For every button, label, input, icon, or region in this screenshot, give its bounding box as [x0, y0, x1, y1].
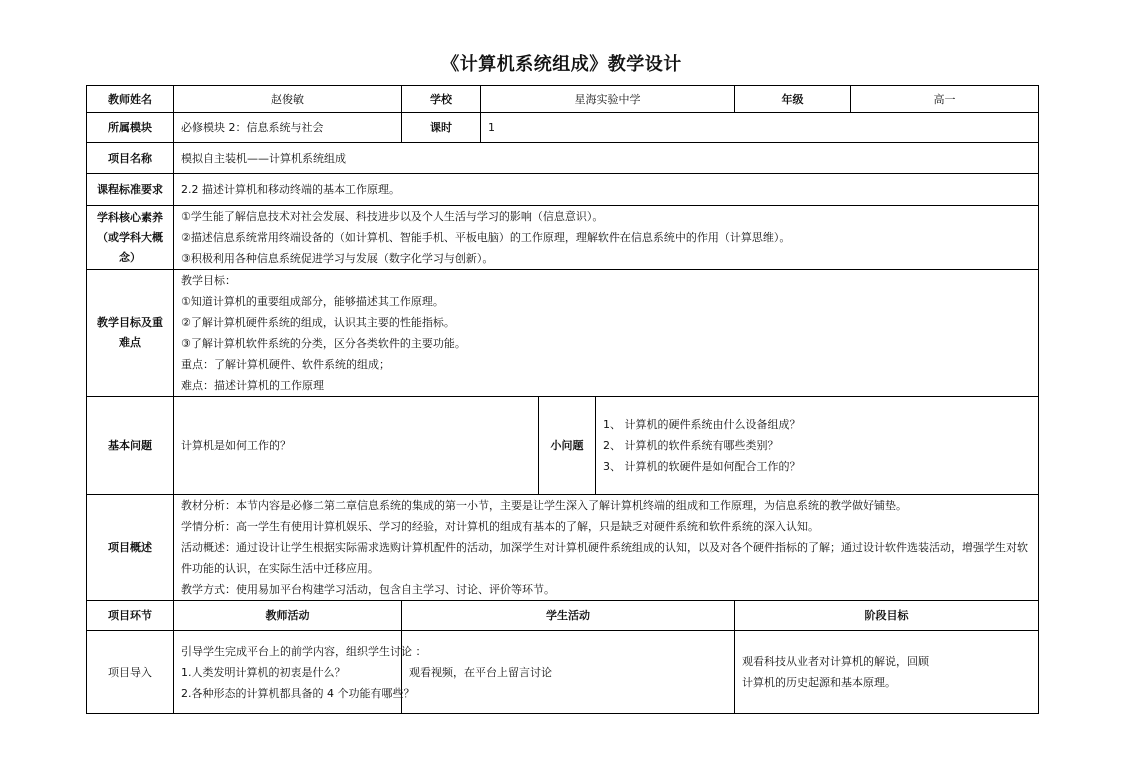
sub-question-item: 1、 计算机的硬件系统由什么设备组成？ — [603, 418, 801, 431]
teacher-activity: 引导学生完成平台上的前学内容，组织学生讨论 ： 1.人类发明计算机的初衷是什么？ 2.各种形态的计算机都具备的 4 个功能有哪些？ — [174, 631, 402, 714]
literacy-row — [87, 206, 1039, 270]
teacher-value: 赵俊敏 — [174, 86, 402, 113]
info-row-1 — [87, 86, 1039, 113]
literacy-label: 学科核心素养 （或学科大概 念） — [87, 206, 174, 270]
objectives-row — [87, 270, 1039, 397]
page-title: 《计算机系统组成》教学设计 — [441, 54, 682, 75]
grade-label: 年级 — [735, 86, 851, 113]
project-name-label: 项目名称 — [87, 143, 174, 174]
basic-question-value: 计算机是如何工作的？ — [174, 397, 539, 495]
student-activity-header: 学生活动 — [402, 601, 735, 631]
module-value: 必修模块 2：信息系统与社会 — [174, 113, 402, 143]
lesson-plan-table — [86, 85, 1039, 714]
sub-question-list — [596, 397, 1039, 495]
literacy-content: ①学生能了解信息技术对社会发展、科技进步以及个人生活与学习的影响（信息意识）。 ②描述信息系统常用终端设备的（如计算机、智能手机、平板电脑）的工作原理，理解软件在信息系统中的作用（计算思维）。 ③积极利用各种信息系统促进学习与发展（数字化学习与创新）。 — [174, 206, 1039, 270]
standard-value: 2.2 描述计算机和移动终端的基本工作原理。 — [174, 174, 1039, 206]
hours-value: 1 — [481, 113, 1039, 143]
project-name-value: 模拟自主装机——计算机系统组成 — [174, 143, 1039, 174]
info-row-2 — [87, 113, 1039, 143]
overview-row — [87, 495, 1039, 601]
stage-goal: 观看科技从业者对计算机的解说，回顾 计算机的历史起源和基本原理。 — [735, 631, 1039, 714]
basic-question-row — [87, 397, 1039, 495]
basic-question-label: 基本问题 — [87, 397, 174, 495]
school-value: 星海实验中学 — [481, 86, 735, 113]
stage-name: 项目导入 — [87, 631, 174, 714]
teacher-activity-header: 教师活动 — [174, 601, 402, 631]
objectives-label: 教学目标及重 难点 — [87, 270, 174, 397]
stage-goal-header: 阶段目标 — [735, 601, 1039, 631]
project-name-row — [87, 143, 1039, 174]
standard-row — [87, 174, 1039, 206]
grade-value: 高一 — [851, 86, 1039, 113]
sub-question-item: 2、 计算机的软件系统有哪些类别？ — [603, 439, 779, 452]
sub-question-item: 3、 计算机的软硬件是如何配合工作的？ — [603, 460, 801, 473]
school-label: 学校 — [402, 86, 481, 113]
hours-label: 课时 — [402, 113, 481, 143]
module-label: 所属模块 — [87, 113, 174, 143]
stage-header: 项目环节 — [87, 601, 174, 631]
activity-row — [87, 631, 1039, 714]
teacher-label: 教师姓名 — [87, 86, 174, 113]
standard-label: 课程标准要求 — [87, 174, 174, 206]
student-activity: 观看视频，在平台上留言讨论 — [402, 631, 735, 714]
objectives-content: 教学目标： ①知道计算机的重要组成部分，能够描述其工作原理。 ②了解计算机硬件系统的组成，认识其主要的性能指标。 ③了解计算机软件系统的分类，区分各类软件的主要功能。 重点：了解计算机硬件、软件系统的组成； 难点：描述计算机的工作原理 — [174, 270, 1039, 397]
activity-header-row — [87, 601, 1039, 631]
overview-content: 教材分析：本节内容是必修二第二章信息系统的集成的第一小节，主要是让学生深入了解计算机终端的组成和工作原理，为信息系统的教学做好铺垫。 学情分析：高一学生有使用计算机娱乐、学习的经验，对计算机的组成有基本的了解，只是缺乏对硬件系统和软件系统的深入认知。 活动概述：通过设计让学生根据实际需求选购计算机配件的活动，加深学生对计算机硬件系统组成的认知，以及对各个硬件指标的了解；通过设计软件选装活动，增强学生对软件功能的认识，在实际生活中迁移应用。 教学方式：使用易加平台构建学习活动，包含自主学习、讨论、评价等环节。 — [174, 495, 1039, 601]
overview-label: 项目概述 — [87, 495, 174, 601]
sub-question-label: 小问题 — [539, 397, 596, 495]
